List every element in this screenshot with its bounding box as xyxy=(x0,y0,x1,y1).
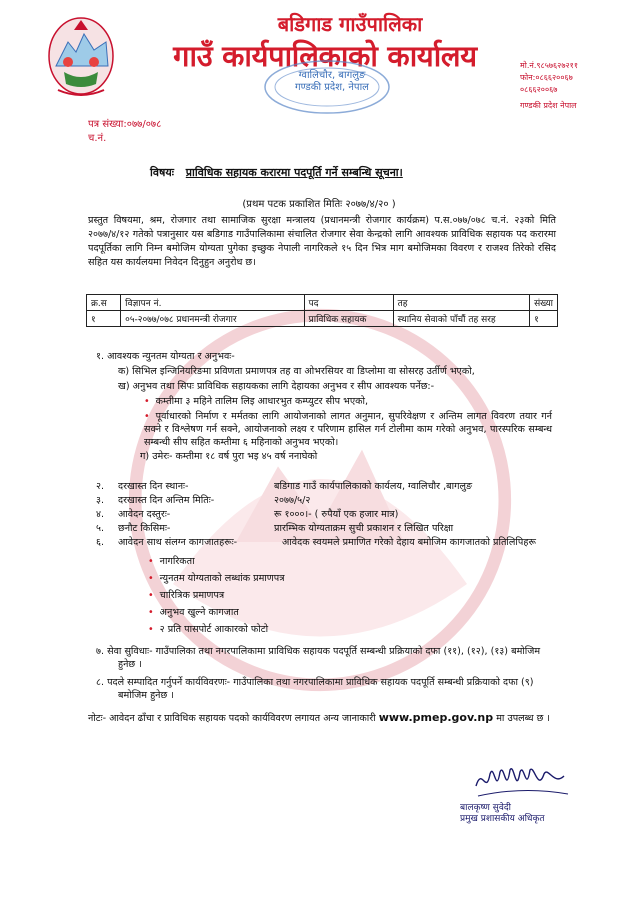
publish-date: (प्रथम पटक प्रकाशित मितिः २०७७/४/२० ) xyxy=(242,199,396,210)
requirements-heading: १. आवश्यक न्युनतम योग्यता र अनुभवः- xyxy=(96,351,235,362)
clause-8-end: बमोजिम हुनेछ । xyxy=(118,690,174,701)
requirement-bullet xyxy=(144,410,552,449)
stamp-line-1: ग्वालिचौर, बागलुङ xyxy=(298,70,366,81)
table-header: पद xyxy=(304,295,393,311)
attachment-item: • न्युनतम योग्यताको लब्धांक प्रमाणपत्र xyxy=(148,572,285,585)
clause-8: ८. पदले सम्पादित गर्नुपर्ने कार्यविवरणः- गाउँपालिका तथा नगरपालिकामा प्राविधिक सहायक पदपूर्ति सम्बन्धी प्रक्रियाको दफा (९) xyxy=(96,677,534,688)
detail-value: प्रारम्भिक योग्यताक्रम सुची प्रकाशन र लिखित परिक्षा xyxy=(274,523,454,534)
subject-line xyxy=(150,165,403,180)
detail-number: ५. xyxy=(96,523,105,534)
table-header-row xyxy=(87,295,558,311)
requirement-ka: क) सिभिल इन्जिनियरिङमा प्रविणता प्रमाणपत्र तह वा ओभरसियर वा डिप्लोमा वा सोसरह उर्तीर्ण भएको, xyxy=(118,366,475,377)
province-label: गण्डकी प्रदेश नेपाल xyxy=(520,101,577,110)
fax-number: फोन:०८६६२००६७ xyxy=(520,73,573,82)
detail-number: २. xyxy=(96,481,105,492)
detail-number: ३. xyxy=(96,495,105,506)
detail-label: दरखास्त दिन स्थानः- xyxy=(118,481,189,492)
office-stamp-text xyxy=(272,70,392,94)
attachment-item: • २ प्रति पासपोर्ट आकारको फोटो xyxy=(148,623,268,636)
signatory-title: प्रमुख प्रशासकीय अधिकृत xyxy=(460,814,545,824)
attachment-item: • चारित्रिक प्रमाणपत्र xyxy=(148,589,224,602)
note-line xyxy=(88,711,550,725)
website-link[interactable]: www.pmep.gov.np xyxy=(378,711,494,724)
stamp-line-2: गण्डकी प्रदेश, नेपाल xyxy=(295,82,369,93)
table-row xyxy=(87,311,558,327)
table-cell: १ xyxy=(530,311,558,327)
note-end: मा उपलब्ध छ । xyxy=(496,713,551,724)
nepal-emblem-icon xyxy=(44,12,118,98)
detail-value: आवेदक स्वयमले प्रमाणित गरेको देहाय बमोजिम कागजातको प्रतिलिपिहरू xyxy=(282,537,536,548)
detail-label: आवेदन साथ संलग्न कागजातहरूः- xyxy=(118,537,238,548)
detail-label: छनौट किसिमः- xyxy=(118,523,171,534)
table-header: विज्ञापन नं. xyxy=(121,295,304,311)
requirement-bullet: • कम्तीमा ३ महिने तालिम लिइ आधारभुत कम्प्युटर सीप भएको, xyxy=(144,395,368,408)
detail-number: ६. xyxy=(96,537,105,548)
requirement-bullet-text: • पूर्वाधारको निर्माण र मर्मतका लागि आयोजनाको लागत अनुमान, सुपरिवेक्षण र अन्तिम लागत विवरण तयार गर्न सक्ने र विश्लेषण गर्न सक्ने, आयोजनाको लक्ष्य र परिणाम हासिल गर्न टोलीमा काम गरेको अनुभव, पारस्परिक सम्बन्ध सम्बन्धी सीप सहित कम्तीमा ६ महिनाको अनुभव भएको। xyxy=(144,411,552,448)
detail-number: ४. xyxy=(96,509,105,520)
detail-value: बडिगाड गाउँ कार्यपालिकाको कार्यलय, ग्वालिचौर ,बागलुङ xyxy=(274,481,473,492)
subject-text: प्राविधिक सहायक करारमा पदपूर्ति गर्ने सम्बन्धि सूचना। xyxy=(185,166,403,179)
table-header: तह xyxy=(393,295,529,311)
subject-label: विषयः xyxy=(150,166,174,179)
phone-number: मो.नं.९८५७६२७२११ xyxy=(520,61,578,70)
body-paragraph: प्रस्तुत विषयमा, श्रम, रोजगार तथा सामाजिक सुरक्षा मन्त्रालय (प्रधानमन्त्री रोजगार कार्यक्रम) प.स.०७७/०७८ च.नं. २३को मिति २०७७/४/१२ गतेको पत्रानुसार यस बडिगाड गाउँपालिकामा संचालित रोजगार सेवा केन्द्रको लागि आवश्यक प्राविधिक सहायक पद करारमा पदपूर्तिका लागि निम्न बमोजिम योग्यता पुगेका इच्छुक नेपाली नागरिकले १५ दिन भित्र माग बमोजिमका विवरण र राजश्व तिरेको रसिद सहित यस कार्यलयमा निवेदन दिनुहुन अनुरोध छ। xyxy=(88,215,556,268)
dispatch-number: च.नं. xyxy=(88,133,107,144)
fax-number-2: ०८६६२००६७ xyxy=(520,85,558,94)
detail-label: आवेदन दस्तुरः- xyxy=(118,509,171,520)
table-header: संख्या xyxy=(530,295,558,311)
detail-value: २०७७/५/२ xyxy=(274,495,311,506)
attachment-item: • अनुभव खुल्ने कागजात xyxy=(148,606,239,619)
vacancy-table xyxy=(86,294,558,327)
contact-block xyxy=(520,60,578,112)
table-header: क्र.स xyxy=(87,295,121,311)
table-cell: प्राविधिक सहायक xyxy=(304,311,393,327)
office-name: गाउँ कार्यपालिकाको कार्यालय xyxy=(173,39,477,73)
clause-7-end: हुनेछ । xyxy=(118,659,142,670)
detail-value: रू १०००।- ( रुपैयाँ एक हजार मात्र) xyxy=(274,509,399,520)
signatory-name: बालकृष्ण सुवेदी xyxy=(460,803,511,813)
table-cell: स्थानिय सेवाको पाँचौं तह सरह xyxy=(393,311,529,327)
requirement-kha: ख) अनुभव तथा सिपः प्राविधिक सहायकका लागि देहायका अनुभव र सीप आवश्यक पर्नेछ:- xyxy=(118,381,435,392)
letter-number: पत्र संख्या:०७७/०७८ xyxy=(88,119,162,130)
note-text: नोटः- आवेदन ढाँचा र प्राविधिक सहायक पदको कार्यविवरण लगायत अन्य जानाकारी xyxy=(88,713,376,724)
requirement-ga: ग) उमेरः- कम्तीमा १८ वर्ष पुरा भइ ४५ वर्ष ननाघेको xyxy=(140,451,318,462)
signature-block xyxy=(460,803,545,825)
table-cell: १ xyxy=(87,311,121,327)
clause-7: ७. सेवा सुविधाः- गाउँपालिका तथा नगरपालिकामा प्राविधिक सहायक पदपूर्ति सम्बन्धी प्रक्रियाको दफा (११), (१२), (१३) बमोजिम xyxy=(96,646,541,657)
detail-label: दरखास्त दिन अन्तिम मितिः- xyxy=(118,495,215,506)
reference-block xyxy=(88,118,161,146)
table-cell: ०५-२०७७/०७८ प्रधानमन्त्री रोजगार xyxy=(121,311,304,327)
attachment-item: • नागरिकता xyxy=(148,555,195,568)
municipality-name: बडिगाड गाउँपालिका xyxy=(277,12,423,36)
